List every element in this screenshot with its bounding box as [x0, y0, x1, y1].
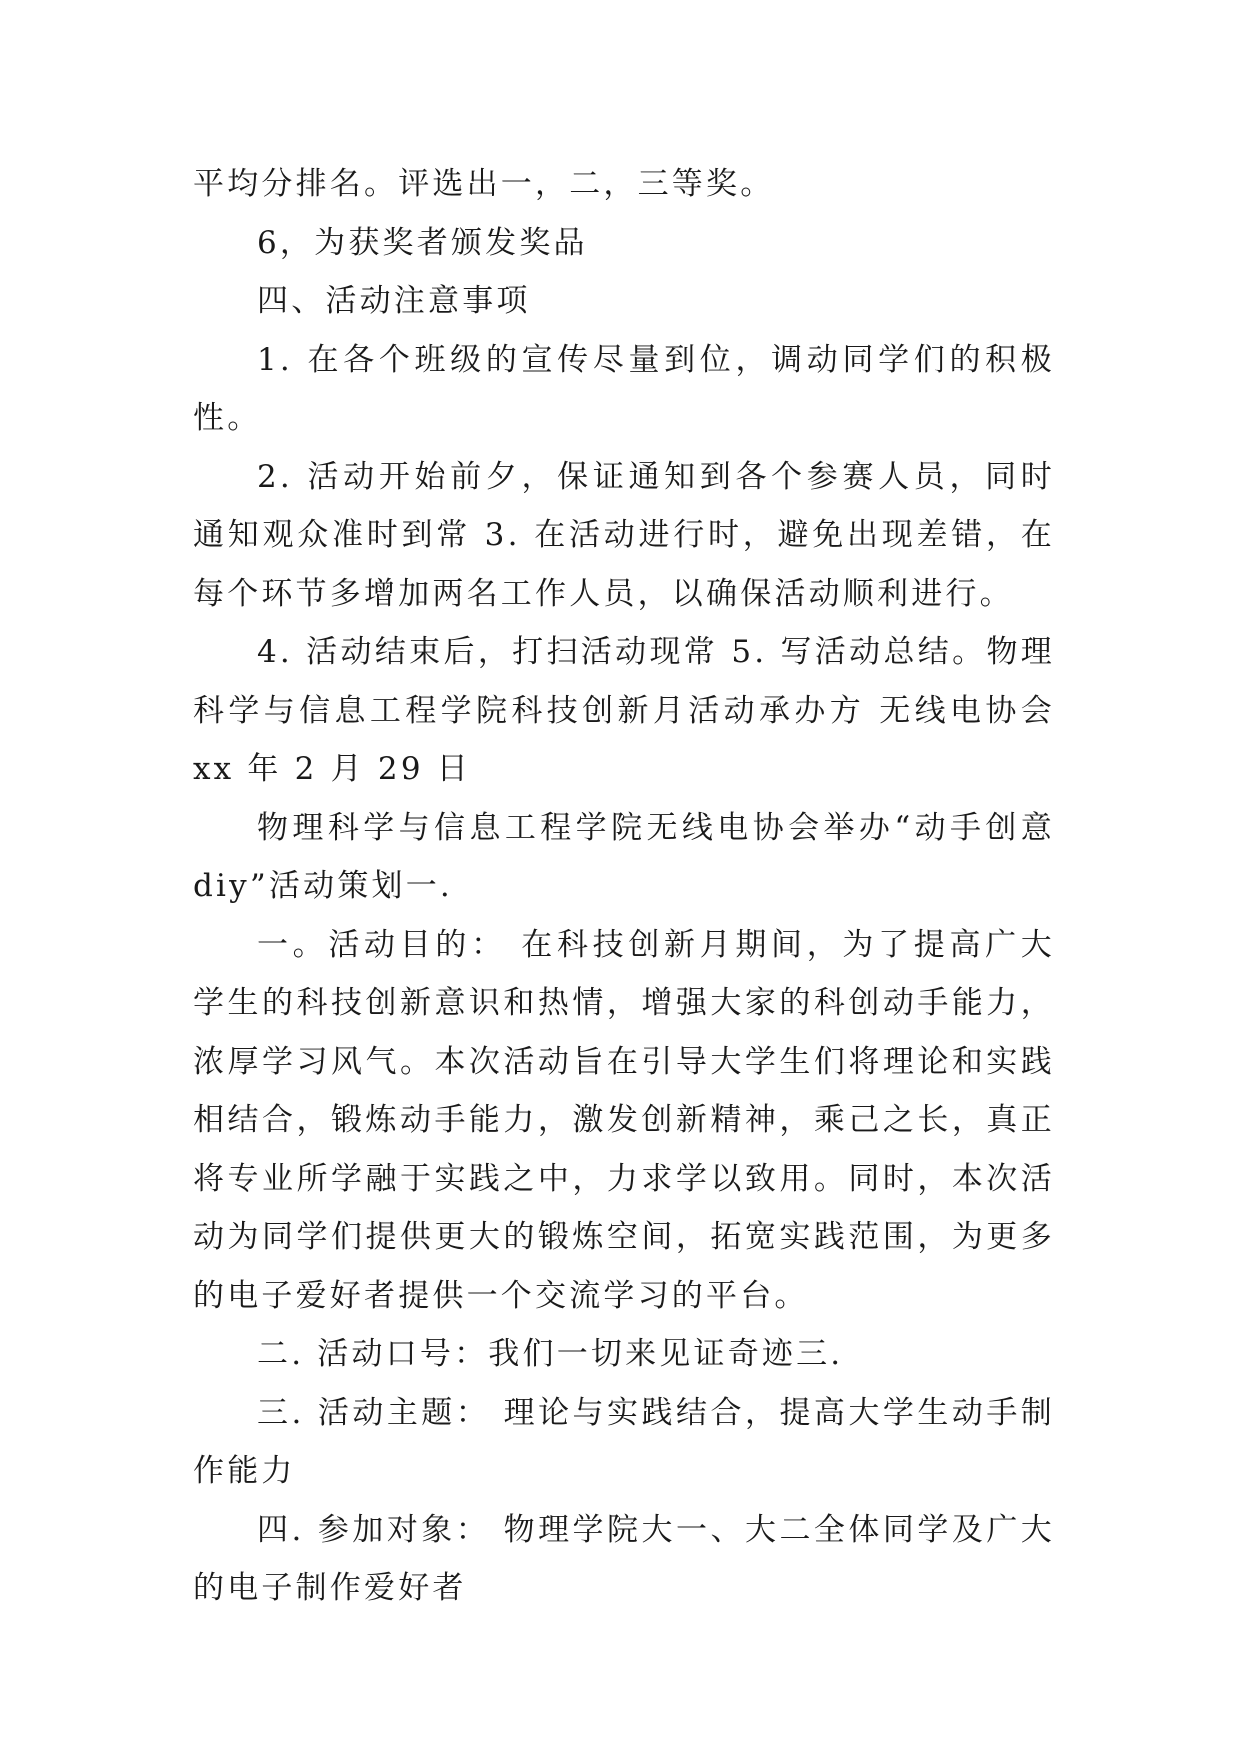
paragraph-11: 四. 参加对象： 物理学院大一、大二全体同学及广大的电子制作爱好者: [193, 1511, 1055, 1606]
paragraph-8: 一。活动目的： 在科技创新月期间，为了提高广大学生的科技创新意识和热情，增强大家的科创动手能力，浓厚学习风气。本次活动旨在引导大学生们将理论和实践相结合，锻炼动手能力，激发创新精神，乘己之长，真正将专业所学融于实践之中，力求学以致用。同时，本次活动为同学们提供更大的锻炼空间，拓宽实践范围，为更多的电子爱好者提供一个交流学习的平台。: [193, 926, 1055, 1314]
paragraph-4: 1. 在各个班级的宣传尽量到位，调动同学们的积极性。: [193, 341, 1055, 436]
paragraph-2: 6，为获奖者颁发奖品: [257, 224, 588, 261]
paragraph-9: 二. 活动口号：我们一切来见证奇迹三.: [257, 1336, 844, 1372]
paragraph-5: 2. 活动开始前夕，保证通知到各个参赛人员，同时通知观众准时到常 3. 在活动进行时，避免出现差错，在每个环节多增加两名工作人员，以确保活动顺利进行。: [193, 458, 1055, 612]
paragraph-3: 四、活动注意事项: [257, 283, 531, 319]
paragraph-10: 三. 活动主题： 理论与实践结合，提高大学生动手制作能力: [193, 1394, 1055, 1489]
paragraph-1: 平均分排名。评选出一，二，三等奖。: [193, 166, 775, 202]
document-body: [193, 155, 1055, 1618]
paragraph-7: 物理科学与信息工程学院无线电协会举办“动手创意 diy”活动策划一.: [193, 809, 1055, 904]
paragraph-6: 4. 活动结束后，打扫活动现常 5. 写活动总结。物理科学与信息工程学院科技创新月活动承办方 无线电协会 xx 年 2 月 29 日: [193, 634, 1055, 787]
